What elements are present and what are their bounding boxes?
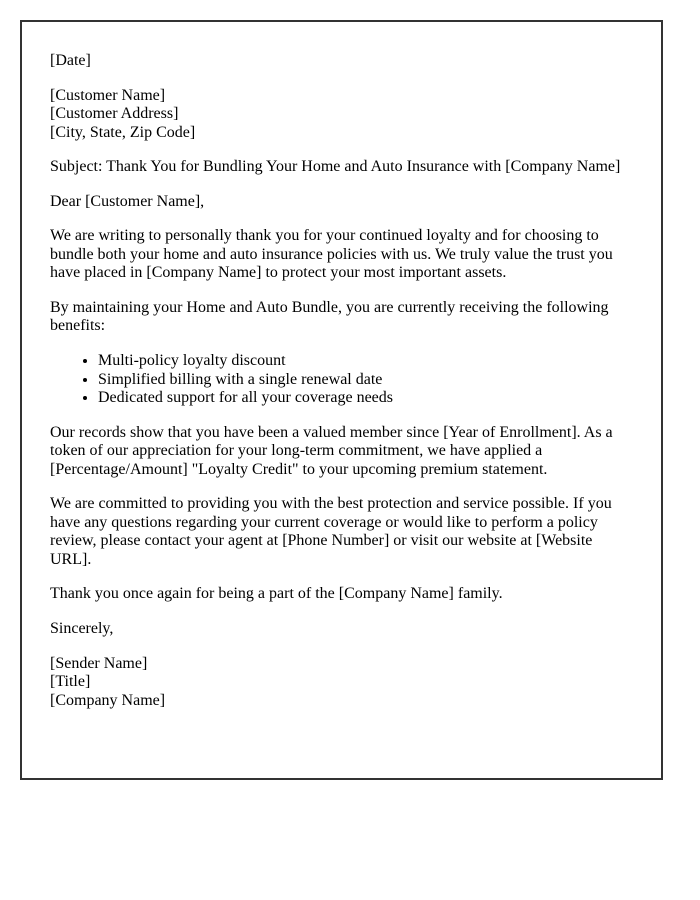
recipient-name-line: [Customer Name] bbox=[50, 86, 166, 104]
sender-company-line: [Company Name] bbox=[50, 691, 166, 709]
recipient-city-state-zip-line: [City, State, Zip Code] bbox=[50, 123, 196, 141]
body-paragraph-2: By maintaining your Home and Auto Bundle, you are currently receiving the following benefits: bbox=[50, 298, 609, 335]
signature-block bbox=[50, 655, 633, 711]
benefit-item-2: • Simplified billing with a single renewal date bbox=[98, 371, 633, 390]
body-paragraph-1: We are writing to personally thank you for your continued loyalty and for choosing to bundle both your home and auto insurance policies with us. We truly value the trust you have placed in [Company Name] to protect your most important assets. bbox=[50, 227, 613, 282]
sender-title-line: [Title] bbox=[50, 673, 91, 691]
letter-document bbox=[20, 20, 663, 780]
subject-line: Subject: Thank You for Bundling Your Home and Auto Insurance with [Company Name] bbox=[50, 158, 621, 176]
closing: Sincerely, bbox=[50, 620, 114, 638]
date-line: [Date] bbox=[50, 52, 91, 69]
body-paragraph-4: We are committed to providing you with the best protection and service possible. If you have any questions regarding your current coverage or would like to perform a policy review, please contact your agent at [Phone Number] or visit our website at [Website URL]. bbox=[50, 495, 612, 568]
salutation: Dear [Customer Name], bbox=[50, 192, 205, 210]
sender-name-line: [Sender Name] bbox=[50, 654, 148, 672]
body-paragraph-3: Our records show that you have been a valued member since [Year of Enrollment]. As a token of our appreciation for your long-term commitment, we have applied a [Percentage/Amount] "Loyalty Credit" to your upcoming premium statement. bbox=[50, 423, 613, 478]
benefits-list bbox=[50, 352, 633, 408]
recipient-address-block bbox=[50, 87, 633, 143]
benefit-item-3: • Dedicated support for all your coverage needs bbox=[98, 389, 633, 408]
benefit-item-1: • Multi-policy loyalty discount bbox=[98, 352, 633, 371]
recipient-address-line: [Customer Address] bbox=[50, 105, 179, 123]
body-paragraph-5: Thank you once again for being a part of the [Company Name] family. bbox=[50, 585, 503, 603]
